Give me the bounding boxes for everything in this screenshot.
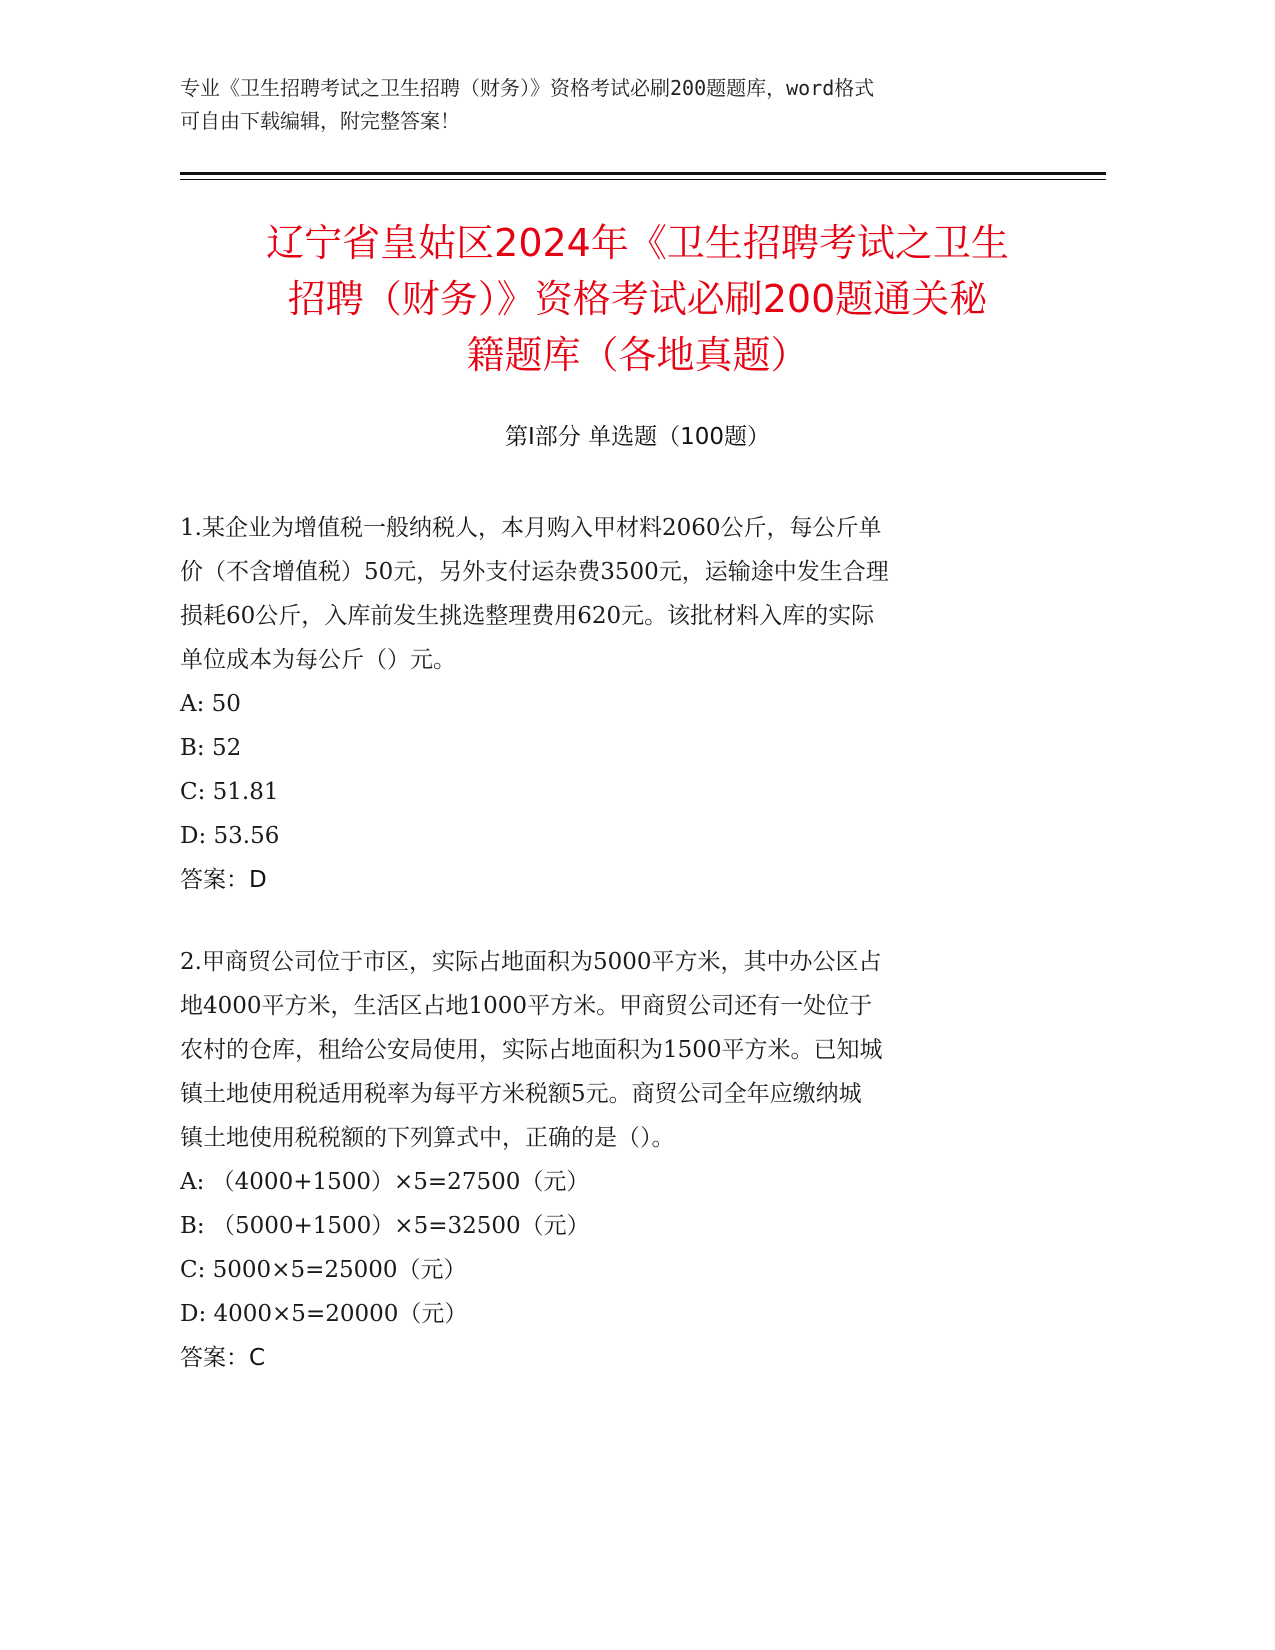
title-line: 招聘（财务）》资格考试必刷200题通关秘 (287, 277, 988, 321)
option-list (180, 682, 1040, 858)
option-b: B: （5000+1500）×5=32500（元） (180, 1213, 590, 1239)
option-a: A: （4000+1500）×5=27500（元） (180, 1169, 590, 1195)
stem-line: 1.某企业为增值税一般纳税人，本月购入甲材料2060公斤，每公斤单 (180, 515, 882, 541)
stem-line: 镇土地使用税适用税率为每平方米税额5元。商贸公司全年应缴纳城 (180, 1081, 862, 1107)
stem-line: 价（不含增值税）50元，另外支付运杂费3500元，运输途中发生合理 (180, 559, 889, 585)
option-c: C: 5000×5=25000（元） (180, 1257, 467, 1283)
question-stem (180, 506, 1040, 682)
option-b: B: 52 (180, 735, 242, 761)
stem-line: 2.甲商贸公司位于市区，实际占地面积为5000平方米，其中办公区占 (180, 949, 882, 975)
option-d: D: 53.56 (180, 823, 280, 849)
answer-key: 答案：D (180, 867, 267, 893)
title-line: 辽宁省皇姑区2024年《卫生招聘考试之卫生 (266, 221, 1009, 265)
option-c: C: 51.81 (180, 779, 279, 805)
stem-line: 损耗60公斤，入库前发生挑选整理费用620元。该批材料入库的实际 (180, 603, 875, 629)
question-2 (180, 940, 1040, 1380)
stem-line: 镇土地使用税税额的下列算式中，正确的是（）。 (180, 1125, 675, 1151)
question-stem (180, 940, 1040, 1160)
header-divider-thick (180, 172, 1106, 175)
header-divider-thin (180, 179, 1106, 180)
stem-line: 单位成本为每公斤（）元。 (180, 647, 456, 673)
title-line: 籍题库（各地真题） (466, 333, 809, 377)
answer-key: 答案：C (180, 1345, 266, 1371)
header-note (180, 72, 1040, 138)
section-heading: 第Ⅰ部分 单选题（100题） (505, 424, 770, 450)
option-list (180, 1160, 1040, 1336)
option-d: D: 4000×5=20000（元） (180, 1301, 468, 1327)
stem-line: 农村的仓库，租给公安局使用，实际占地面积为1500平方米。已知城 (180, 1037, 883, 1063)
stem-line: 地4000平方米，生活区占地1000平方米。甲商贸公司还有一处位于 (180, 993, 873, 1019)
question-1 (180, 506, 1040, 902)
option-a: A: 50 (180, 691, 241, 717)
header-note-line: 专业《卫生招聘考试之卫生招聘（财务）》资格考试必刷200题题库，word格式 (180, 76, 875, 100)
document-title (150, 215, 1125, 383)
header-note-line: 可自由下载编辑，附完整答案！ (180, 109, 460, 133)
